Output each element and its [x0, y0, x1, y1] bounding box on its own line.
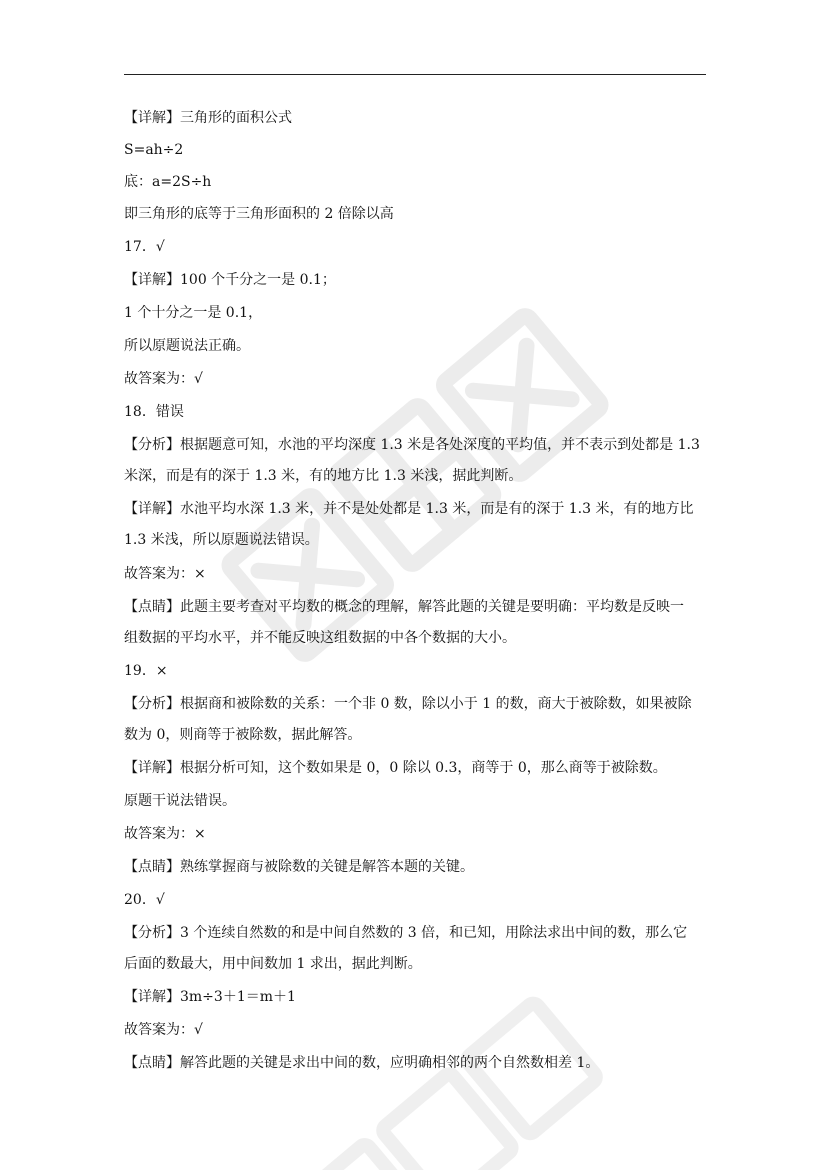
text-line: 【点睛】解答此题的关键是求出中间的数，应明确相邻的两个自然数相差 1。 — [124, 1055, 600, 1071]
text-line: 米深，而是有的深于 1.3 米，有的地方比 1.3 米浅，据此判断。 — [124, 468, 523, 484]
text-line: 底：a=2S÷h — [124, 174, 212, 190]
text-line: 故答案为：√ — [124, 1022, 203, 1038]
header-rule — [124, 74, 706, 75]
text-line: 【点睛】熟练掌握商与被除数的关键是解答本题的关键。 — [124, 859, 474, 875]
text-line: 【点睛】此题主要考查对平均数的概念的理解，解答此题的关键是要明确：平均数是反映一 — [124, 599, 684, 615]
text-line: 组数据的平均水平，并不能反映这组数据的中各个数据的大小。 — [124, 630, 516, 646]
text-line: 【分析】根据题意可知，水池的平均深度 1.3 米是各处深度的平均值，并不表示到处都是 1.3 — [124, 437, 700, 453]
text-line: 原题干说法错误。 — [124, 793, 236, 809]
text-line: 所以原题说法正确。 — [124, 338, 250, 354]
text-line: 后面的数最大，用中间数加 1 求出，据此判断。 — [124, 956, 422, 972]
question-number: 19．× — [124, 663, 168, 679]
question-number: 20．√ — [124, 892, 165, 908]
text-line: 【详解】水池平均水深 1.3 米，并不是处处都是 1.3 米，而是有的深于 1.3 米，有的地方比 — [124, 501, 694, 517]
text-line: 【详解】3m÷3＋1＝m＋1 — [124, 989, 296, 1005]
text-line: 数为 0，则商等于被除数，据此解答。 — [124, 727, 362, 743]
text-line: 1 个十分之一是 0.1， — [124, 305, 263, 321]
text-line: 【详解】三角形的面积公式 — [124, 110, 292, 126]
question-number: 18．错误 — [124, 404, 184, 420]
text-line: 即三角形的底等于三角形面积的 2 倍除以高 — [124, 206, 394, 222]
text-line: S=ah÷2 — [124, 142, 184, 158]
text-line: 【详解】根据分析可知，这个数如果是 0，0 除以 0.3，商等于 0，那么商等于被除数。 — [124, 760, 667, 776]
text-line: 故答案为：× — [124, 826, 206, 842]
text-line: 1.3 米浅，所以原题说法错误。 — [124, 532, 319, 548]
text-line: 【分析】根据商和被除数的关系：一个非 0 数，除以小于 1 的数，商大于被除数，如果被除 — [124, 696, 692, 712]
question-number: 17．√ — [124, 239, 165, 255]
text-line: 故答案为：√ — [124, 371, 203, 387]
text-line: 【分析】3 个连续自然数的和是中间自然数的 3 倍，和已知，用除法求出中间的数，那么它 — [124, 925, 688, 941]
text-line: 【详解】100 个千分之一是 0.1； — [124, 272, 336, 288]
text-line: 故答案为：× — [124, 566, 206, 582]
